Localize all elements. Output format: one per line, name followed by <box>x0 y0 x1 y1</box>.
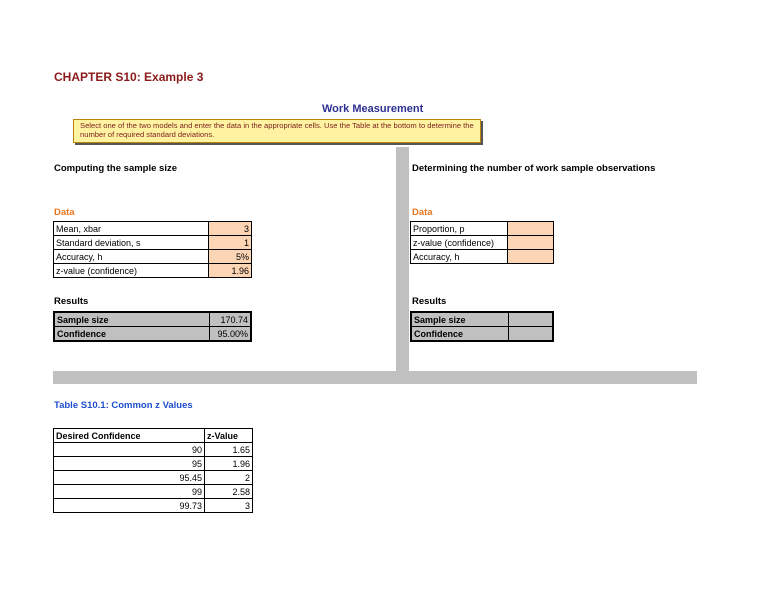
table-row <box>54 485 253 499</box>
z-value-table <box>53 428 253 513</box>
data-row <box>411 250 554 264</box>
table-row <box>54 457 253 471</box>
right-results-table <box>410 311 554 342</box>
z-value-cell: 1.65 <box>205 443 253 457</box>
result-row <box>411 327 553 342</box>
table-row <box>54 499 253 513</box>
confidence-cell: 99.73 <box>54 499 205 513</box>
data-row-label: Proportion, p <box>411 222 508 236</box>
z-table-header: z-Value <box>205 429 253 443</box>
result-row-label: Confidence <box>54 327 210 342</box>
right-data-label: Data <box>412 207 433 218</box>
data-row <box>411 222 554 236</box>
result-row <box>54 312 251 327</box>
z-table-title: Table S10.1: Common z Values <box>54 400 193 411</box>
sample-size-output-cell: 170.74 <box>210 312 252 327</box>
z-value-cell: 2 <box>205 471 253 485</box>
z-value-cell: 2.58 <box>205 485 253 499</box>
left-data-table <box>53 221 252 278</box>
chapter-title: CHAPTER S10: Example 3 <box>54 70 204 84</box>
data-row-label: Accuracy, h <box>54 250 209 264</box>
z-value-input-cell[interactable]: 1.96 <box>209 264 252 278</box>
data-row-label: z-value (confidence) <box>411 236 508 250</box>
left-results-label: Results <box>54 296 89 307</box>
accuracy-input-cell[interactable] <box>508 250 554 264</box>
confidence-cell: 95.45 <box>54 471 205 485</box>
result-row-label: Sample size <box>54 312 210 327</box>
result-row <box>54 327 251 342</box>
sheet-title: Work Measurement <box>322 103 424 115</box>
z-value-cell: 3 <box>205 499 253 513</box>
z-table-header-row <box>54 429 253 443</box>
data-row <box>54 264 252 278</box>
data-row <box>54 222 252 236</box>
confidence-cell: 95 <box>54 457 205 471</box>
data-row-label: Accuracy, h <box>411 250 508 264</box>
accuracy-input-cell[interactable]: 5% <box>209 250 252 264</box>
vertical-divider <box>396 147 409 372</box>
horizontal-divider <box>53 371 697 384</box>
mean-input-cell[interactable]: 3 <box>209 222 252 236</box>
proportion-input-cell[interactable] <box>508 222 554 236</box>
std-dev-input-cell[interactable]: 1 <box>209 236 252 250</box>
z-value-cell: 1.96 <box>205 457 253 471</box>
result-row <box>411 312 553 327</box>
confidence-output-cell: 95.00% <box>210 327 252 342</box>
table-row <box>54 443 253 457</box>
data-row <box>411 236 554 250</box>
result-row-label: Confidence <box>411 327 509 342</box>
data-row <box>54 236 252 250</box>
right-results-label: Results <box>412 296 447 307</box>
right-panel-title: Determining the number of work sample observations <box>412 163 656 174</box>
z-table-header: Desired Confidence <box>54 429 205 443</box>
confidence-output-cell <box>509 327 554 342</box>
sample-size-output-cell <box>509 312 554 327</box>
instruction-note: Select one of the two models and enter the data in the appropriate cells. Use the Table at the bottom to determine the number of required standard deviations. <box>73 119 481 143</box>
data-row-label: Mean, xbar <box>54 222 209 236</box>
data-row-label: Standard deviation, s <box>54 236 209 250</box>
data-row <box>54 250 252 264</box>
result-row-label: Sample size <box>411 312 509 327</box>
z-value-input-cell[interactable] <box>508 236 554 250</box>
confidence-cell: 99 <box>54 485 205 499</box>
left-panel-title: Computing the sample size <box>54 163 177 174</box>
left-data-label: Data <box>54 207 75 218</box>
table-row <box>54 471 253 485</box>
confidence-cell: 90 <box>54 443 205 457</box>
data-row-label: z-value (confidence) <box>54 264 209 278</box>
right-data-table <box>410 221 554 264</box>
left-results-table <box>53 311 252 342</box>
